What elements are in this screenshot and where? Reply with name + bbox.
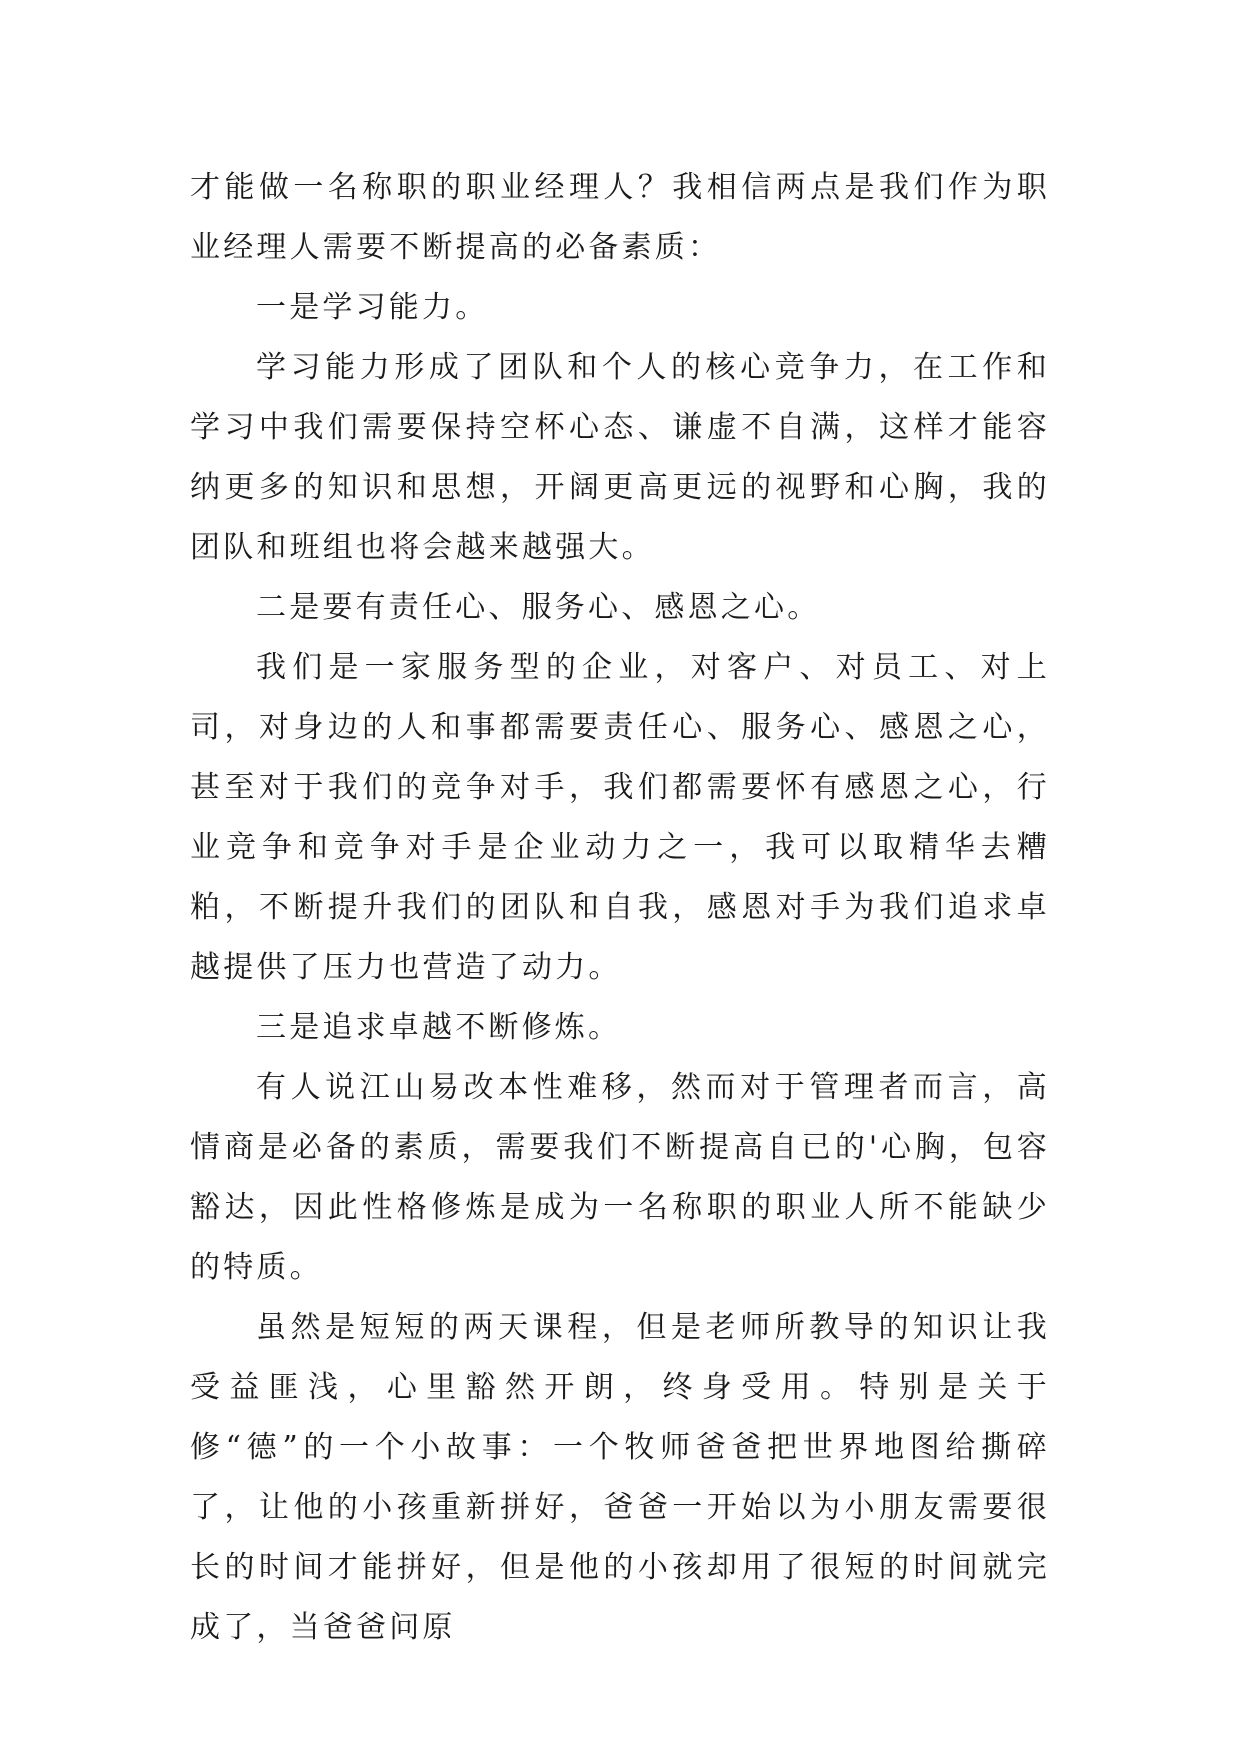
paragraph-continuation: 才能做一名称职的职业经理人？我相信两点是我们作为职业经理人需要不断提高的必备素质： [190, 170, 1050, 265]
paragraph-pursue-excellence: 有人说江山易改本性难移，然而对于管理者而言，高情商是必备的素质，需要我们不断提高自已的'心胸，包容豁达，因此性格修炼是成为一名称职的职业人所不能缺少的特质。 [190, 1070, 1050, 1285]
paragraph-learning-ability: 学习能力形成了团队和个人的核心竞争力，在工作和学习中我们需要保持空杯心态、谦虚不自满，这样才能容纳更多的知识和思想，开阔更高更远的视野和心胸，我的团队和班组也将会越来越强大。 [190, 350, 1050, 565]
paragraph-responsibility: 我们是一家服务型的企业，对客户、对员工、对上司，对身边的人和事都需要责任心、服务心、感恩之心，甚至对于我们的竞争对手，我们都需要怀有感恩之心，行业竞争和竞争对手是企业动力之一，我可以取精华去糟粕，不断提升我们的团队和自我，感恩对手为我们追求卓越提供了压力也营造了动力。 [190, 650, 1050, 985]
heading-learning-ability: 一是学习能力。 [256, 290, 489, 325]
document-body [190, 158, 1050, 1658]
paragraph-course-reflection: 虽然是短短的两天课程，但是老师所教导的知识让我受益匪浅，心里豁然开朗，终身受用。特别是关于修“德”的一个小故事：一个牧师爸爸把世界地图给撕碎了，让他的小孩重新拼好，爸爸一开始以为小朋友需要很长的时间才能拼好，但是他的小孩却用了很短的时间就完成了，当爸爸问原 [190, 1310, 1050, 1645]
heading-pursue-excellence: 三是追求卓越不断修炼。 [256, 1010, 622, 1045]
heading-responsibility: 二是要有责任心、服务心、感恩之心。 [256, 590, 821, 625]
